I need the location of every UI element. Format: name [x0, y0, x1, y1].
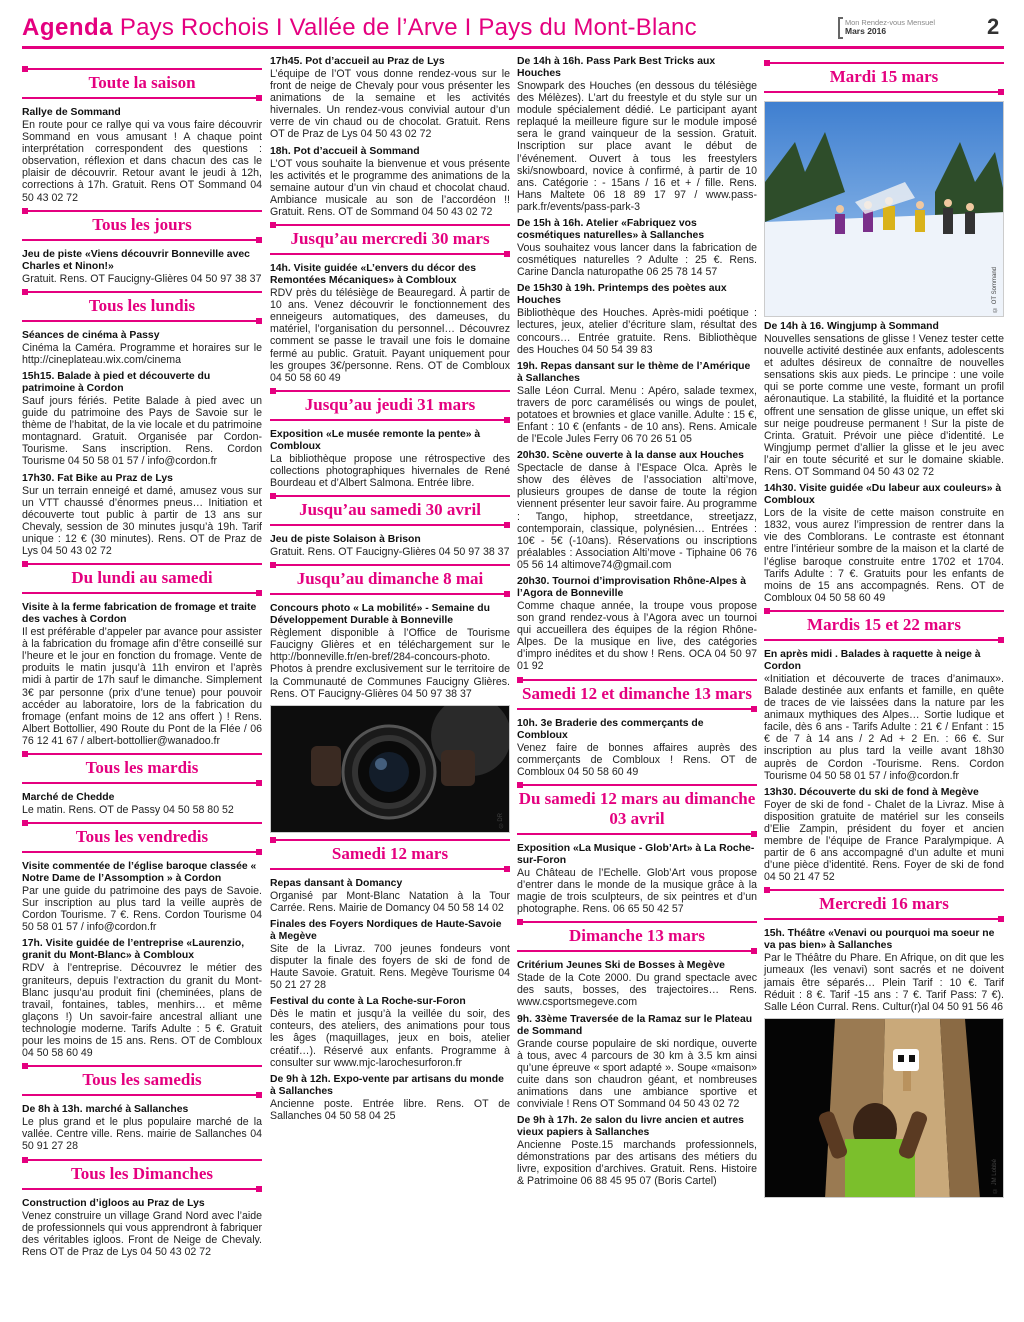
event-text: Règlement disponible à l’Office de Tourisme Faucigny Glières et en téléchargement sur le http://bonneville.fr/en-bref/284-concours-photo. Photos à prendre exclusivement sur le territoire de la Communauté de Communes Faucigny Glières. Rens. OT Faucigny-Glières 04 50 97 38 37 — [270, 627, 510, 700]
event-text: La bibliothèque propose une rétrospective des collections photographiques hivernales de René Bourdeau et d’Albert Salmona. Entrée libre. — [270, 452, 510, 489]
photo-credit: ©DR — [497, 813, 504, 828]
event-text: Organisé par Mont-Blanc Natation à la Tour Carrée. Rens. Mairie de Domancy 04 50 58 14 02 — [270, 889, 510, 914]
section-heading: Dimanche 13 mars — [517, 921, 757, 952]
event-item — [517, 283, 757, 355]
event-item — [22, 330, 262, 366]
section-heading: Tous les vendredis — [22, 822, 262, 853]
event-text: RDV près du télésiège de Beauregard. À partir de 10 ans. Venez découvrir le fonctionnement des enneigeurs automatiques, des dameuses, du matériel, l’organisation du personnel… Découvrez comment se passe le travail une fois le domaine fermé au public. Gratuit. Payant uniquement pour les groupes 3€/personne. Rens. OT de Combloux 04 50 58 60 49 — [270, 287, 510, 384]
event-text: RDV à l’entreprise. Découvrez le métier des graniteurs, depuis l’extraction du granit du Mont-Blanc jusqu’au produit fini (cheminées, plans de travail, fontaines, tables, menhirs… et même glaçons !) Un savoir-faire ancestral alliant une technologie moderne. Tarifs Adulte : 5 €. Gratuit pour les moins de 15 ans. Rens. OT de Combloux 04 50 58 60 49 — [22, 962, 262, 1060]
event-item — [270, 603, 510, 700]
event-title: 14h30. Visite guidée «Du labeur aux couleurs» à Combloux — [764, 483, 1002, 507]
event-title: 17h45. Pot d’accueil au Praz de Lys — [270, 56, 445, 67]
event-title: 10h. 3e Braderie des commerçants de Combloux — [517, 717, 704, 741]
section-heading: Du lundi au samedi — [22, 563, 262, 594]
event-title: Exposition «Le musée remonte la pente» à Combloux — [270, 428, 481, 452]
event-text: «Initiation et découverte de traces d’animaux». Balade destinée aux enfants et famille, en quête de traces de vie laissées dans la nature par les animaux mythiques des Alpes… Sortie ludique et facile, dès 6 ans - Tarifs Adulte : 21 € / Enfant : 15 € de 7 à 14 ans / 2 Ad + 2 En. : 66 €. Sur inscription au plus tard la veille avant 18h30 auprès de Cordon -Tourisme. Rens. Cordon Tourisme 04 50 58 01 57 / info@cordon.fr — [764, 672, 1004, 782]
camera-illustration — [271, 706, 510, 833]
event-item — [517, 450, 757, 571]
event-text: Comme chaque année, la troupe vous propose son grand rendez-vous à l’Agora avec un tournoi qui accueillera des équipes de la région Rhône-Alpes. De la musique en live, des catégories d’impro inédites et du show ! Rens. OCA 04 50 97 01 92 — [517, 600, 757, 673]
event-text: Venez faire de bonnes affaires auprès des commerçants de Combloux ! Rens. OT de Combloux 04 50 58 60 49 — [517, 741, 757, 778]
section-heading: Jusqu’au dimanche 8 mai — [270, 564, 510, 595]
event-title: Festival du conte à La Roche-sur-Foron — [270, 996, 466, 1008]
magazine-name: Mon Rendez-vous Mensuel — [845, 18, 935, 27]
section-heading: Tous les lundis — [22, 291, 262, 322]
event-text: Vous souhaitez vous lancer dans la fabrication de cosmétiques naturelles ? Adulte : 25 €. Rens. Carine Dancla naturopathe 06 25 78 14 57 — [517, 242, 757, 279]
theatre-illustration — [765, 1019, 1004, 1198]
event-item — [517, 843, 757, 915]
event-text: Cinéma la Caméra. Programme et horaires sur le http://cineplateau.wix.com/cinema — [22, 341, 262, 366]
section-heading: Jusqu’au mercredi 30 mars — [270, 224, 510, 255]
event-text: Foyer de ski de fond - Chalet de la Livraz. Mise à disposition gratuite de matériel sur les conseils d’Elie Zampin, président du foyer et ancien membre de l’équipe de France Paralympique. A partir de 6 ans accompagné d’un adulte et muni d’une pièce d’identité. Rens. Foyer de ski de fond 04 50 21 47 52 — [764, 798, 1004, 884]
event-title: 20h30. Tournoi d’improvisation Rhône-Alpes à l’Agora de Bonneville — [517, 576, 747, 599]
section-heading: Tous les Dimanches — [22, 1159, 262, 1190]
event-item — [270, 56, 510, 141]
event-item — [517, 218, 757, 278]
event-item — [517, 56, 757, 213]
event-text: L’équipe de l’OT vous donne rendez-vous sur le front de neige de Chevaly pour vous présenter les animations de la semaine et les activités hivernales. Un rendez-vous convivial autour d’un verre de vin chaud ou de chocolat. Gratuit. Rens OT de Praz de Lys 04 50 43 02 72 — [270, 68, 510, 141]
camera-photo — [270, 705, 510, 833]
event-text: Grande course populaire de ski nordique, ouverte à tous, avec 4 parcours de 30 km à 3.5 km ainsi qu’une épreuve « sport adapté ». Soupe «maison» cuite dans son chaudron géant, et nombreuses animations dans une ambiance sportive et conviviale ! Rens OT Sommand 04 50 43 02 72 — [517, 1037, 757, 1110]
event-title: Séances de cinéma à Passy — [22, 329, 160, 341]
event-item — [517, 1115, 757, 1187]
event-item — [517, 960, 757, 1008]
event-item — [764, 649, 1004, 782]
event-title: 15h15. Balade à pied et découverte du patrimoine à Cordon — [22, 370, 211, 394]
ski-photo — [764, 101, 1004, 317]
event-title: Concours photo « La mobilité» - Semaine du Développement Durable à Bonneville — [270, 603, 490, 627]
section-heading: Tous les mardis — [22, 753, 262, 784]
event-item — [22, 107, 262, 204]
event-text: Salle Léon Curral. Menu : Apéro, salade texmex, travers de porc caramélisés ou wings de poulet, potatoes et brownies et glace vanille. Adulte : 15 €, Enfant : 10 € (enfants - de 10 ans). Rens. Amicale de l’Ecole Jules Ferry 06 70 26 51 05 — [517, 384, 757, 446]
event-title: De 9h à 12h. Expo-vente par artisans du monde à Sallanches — [270, 1073, 504, 1097]
section-heading: Jusqu’au jeudi 31 mars — [270, 390, 510, 421]
event-text: Le plus grand et le plus populaire marché de la vallée. Centre ville. Rens. mairie de Sallanches 04 50 91 27 28 — [22, 1116, 262, 1153]
event-text: Spectacle de danse à l’Espace Olca. Après le show des élèves de l’association alti’move, plusieurs groupes de danse de toute la région viennent présenter leur savoir faire. Au programme : Tango, hiphop, streetdance, streetjazz, contemporain, classique, polynésien… Entrées : 10€ - 5€ (-10ans). Réservations ou inscriptions préalables : Association Alti’move - Tiphaine 06 76 05 56 14 altimove74@gmail.com — [517, 462, 757, 571]
section-heading: Mardis 15 et 22 mars — [764, 610, 1004, 641]
event-title: Visite à la ferme fabrication de fromage et traite des vaches à Cordon — [22, 602, 257, 626]
event-text: Snowpark des Houches (en dessous du télésiège des Mélèzes). L’art du freestyle et du style sur un module spécialement dédié. Le participant ayant replaqué la meilleure figure sur le module imposé sera le grand vainqueur de la session. Gratuit. Inscription sur place avant le début de l’événement. Ouvert à tous les freestylers ski/snowboard, novice à confirmé, à partir de 10 ans. Catégorie : - 15ans / 16 et + / fille. Rens. Hans Maltete 06 18 89 17 97 / www.pass-park.fr/events/pass-park-3 — [517, 80, 757, 213]
event-text: Gratuit. Rens. OT Faucigny-Glières 04 50 97 38 37 — [270, 546, 510, 559]
section-heading: Du samedi 12 mars au dimanche 03 avril — [517, 784, 757, 835]
column-3 — [517, 56, 757, 1192]
photo-credit: © JM Lobbé — [991, 1158, 998, 1193]
event-title: En après midi . Balades à raquette à neige à Cordon — [764, 648, 981, 672]
event-item — [22, 602, 262, 747]
event-title: 14h. Visite guidée «L’envers du décor des Remontées Mécaniques» à Combloux — [270, 263, 476, 287]
event-title: 18h. Pot d’accueil à Sommand — [270, 145, 420, 157]
event-item — [517, 576, 757, 673]
event-title: 13h30. Découverte du ski de fond à Megève — [764, 786, 979, 798]
event-title: De 14h à 16h. Pass Park Best Tricks aux Houches — [517, 56, 716, 79]
event-title: 20h30. Scène ouverte à la danse aux Houches — [517, 450, 744, 462]
event-item — [517, 718, 757, 778]
column-4 — [764, 56, 1004, 1202]
ski-illustration — [765, 102, 1004, 317]
section-heading: Mardi 15 mars — [764, 62, 1004, 93]
event-title: Visite commentée de l’église baroque classée « Notre Dame de l’Assomption » à Cordon — [22, 861, 257, 885]
event-title: Jeu de piste «Viens découvrir Bonneville avec Charles et Ninon!» — [22, 248, 250, 272]
event-title: 9h. 33ème Traversée de la Ramaz sur le Plateau de Sommand — [517, 1013, 753, 1037]
event-item — [22, 792, 262, 816]
event-text: Au Château de l’Echelle. Glob’Art vous propose d’entrer dans le monde de la musique grâce à la magie de trois sculpteurs, de six peintres et d’un photographe. Rens. 06 65 50 42 57 — [517, 866, 757, 916]
event-item — [270, 1074, 510, 1122]
event-item — [270, 429, 510, 489]
event-item — [270, 878, 510, 914]
event-item — [270, 263, 510, 384]
event-item — [270, 996, 510, 1068]
event-text: Stade de la Cote 2000. Du grand spectacle avec des sauts, bosses, des trajectoires… Rens. www.csportsmegeve.com — [517, 972, 757, 1009]
event-title: De 15h30 à 19h. Printemps des poètes aux Houches — [517, 283, 727, 307]
event-title: Critérium Jeunes Ski de Bosses à Megève — [517, 960, 725, 972]
event-item — [22, 249, 262, 285]
event-item — [270, 919, 510, 991]
photo-credit: © OT Sommand — [991, 267, 998, 312]
event-text: En route pour ce rallye qui va vous faire découvrir Sommand en vous amusant ! A chaque point interprétation correspondent des questions : observation, réflexion et dans chacun des cas le plaisir de découvrir. Retour avant le jeudi à 12h, corrections à 17h. Gratuit. Rens OT Sommand 04 50 43 02 72 — [22, 119, 262, 204]
event-item — [22, 473, 262, 558]
event-text: Gratuit. Rens. OT Faucigny-Glières 04 50 97 38 37 — [22, 272, 262, 285]
event-item — [22, 938, 262, 1059]
event-text: Ancienne Poste.15 marchands professionnels, démonstrations par des artisans des métiers du livre, exposition d’archives. Gratuit. Rens. Histoire & Patrimoine 06 88 45 95 07 (Boris Cartel) — [517, 1139, 757, 1188]
event-text: Par le Théâtre du Phare. En Afrique, on dit que les jumeaux (les venavi) sont sacrés et ne doivent jamais être séparés… Plein Tarif : 10 €. Tarif Réduit : 8 €. Tarif -15 ans : 7 €. Tarif Pass: 7 €). Salle Léon Curral. Rens. Cultur(r)al 04 50 91 56 46 — [764, 952, 1004, 1013]
event-text: Ancienne poste. Entrée libre. Rens. OT de Sallanches 04 50 58 04 25 — [270, 1097, 510, 1122]
issue-label — [845, 18, 965, 36]
event-item — [22, 1198, 262, 1258]
event-title: Rallye de Sommand — [22, 107, 121, 118]
section-heading: Tous les jours — [22, 210, 262, 241]
event-text: Sur un terrain enneigé et damé, amusez vous sur un VTT chaussé d’énormes pneus… Initiation et découverte tout public à partir de 13 ans sur Chevaly, session de 30 minutes jusqu’à 19h. Tarif unique : 12 € (30 minutes). Rens. OT de Praz de Lys 04 50 43 02 72 — [22, 484, 262, 557]
event-title: 15h. Théâtre «Venavi ou pourquoi ma soeur ne va pas bien» à Sallanches — [764, 928, 995, 952]
event-title: Construction d’igloos au Praz de Lys — [22, 1197, 205, 1209]
event-text: Venez construire un village Grand Nord avec l’aide de professionnels qui vous apprendront à fabriquer des véritables igloos. Front de Neige de Chevaly. Rens OT de Praz de Lys 04 50 43 02 72 — [22, 1209, 262, 1258]
event-title: 17h. Visite guidée de l’entreprise «Laurenzio, granit du Mont-Blanc» à Combloux — [22, 938, 245, 962]
event-item — [764, 787, 1004, 884]
event-item — [764, 928, 1004, 1012]
event-title: De 8h à 13h. marché à Sallanches — [22, 1104, 189, 1116]
event-item — [517, 361, 757, 445]
event-text: Nouvelles sensations de glisse ! Venez tester cette nouvelle activité destinée aux enfants, adolescents et adultes désireux de connaître de nouvelles sensations skis aux pieds. Le principe : une voile qui se porte comme une veste, formant un profil aéronautique. La stabilité, la fluidité et la portance offrent une sensation de glisse unique, un effet ski sur neige poudreuse permanent ! Sur la piste de Crinta. Gratuit. Prévoir une pièce d’identité. Le Wingjump permet d’allier la glisse et le jeu avec l’air en toute sécurité et sur le domaine skiable. Rens. OT Sommand 04 50 43 02 72 — [764, 333, 1004, 479]
event-item — [22, 861, 262, 933]
event-title: Finales des Foyers Nordiques de Haute-Savoie à Megève — [270, 918, 502, 942]
page-number: 2 — [987, 14, 1000, 39]
event-text: Il est préférable d’appeler par avance pour assister à la fabrication du fromage afin d’être conseillé sur l’heure et le jour en fonction du fromage. Vente de produits le matin jusqu’à 11h environ et l’après midi à partir de 17h sauf le dimanche. Simplement 3€ par personne (prix d’une tenue) pour pouvoir accéder au laboratoire, lors de la fabrication du fromage (enfant moins de 12 ans offert ) ! Rens. Albert Bottollier, 490 Route du Pont de la Flée / 06 76 12 41 67 / albert-bottollier@wanadoo.fr — [22, 626, 262, 747]
event-title: Exposition «La Musique - Glob’Art» à La Roche-sur-Foron — [517, 842, 755, 866]
event-text: L’OT vous souhaite la bienvenue et vous présente les activités et le programme des animations de la semaine autour d’un vin chaud et chocolat chaud. Ambiance musicale au son de l’accordéon !! Gratuit. Rens. OT de Sommand 04 50 43 02 72 — [270, 157, 510, 218]
event-text: Dès le matin et jusqu’à la veillée du soir, des conteurs, des ateliers, des animations pour tous les âges (maquillages, jeux en bois, atelier créatif…). Réservé aux enfants. Programme à consulter sur www.mjc-larochesurforon.fr — [270, 1008, 510, 1069]
event-text: Lors de la visite de cette maison construite en 1832, vous aurez l’impression de rentrer dans la vie des Comblorans. Le contraste est étonnant entre l’intérieur sombre de la maison et la clarté de l’église baroque construite entre 1702 et 1704. Tarifs Adulte : 7 €. Gratuits pour les enfants de moins de 15 ans accompagnés. Rens. OT de Combloux 04 50 58 60 49 — [764, 507, 1004, 604]
page-title: Agenda Pays Rochois I Vallée de l’Arve I Pays du Mont-Blanc — [22, 14, 697, 41]
event-item — [764, 483, 1004, 604]
issue-date: Mars 2016 — [845, 26, 887, 36]
event-title: Jeu de piste Solaison à Brison — [270, 534, 421, 546]
event-text: Sauf jours fériés. Petite Balade à pied avec un guide du patrimoine des Pays de Savoie sur le thème de l’habitat, de la vie locale et du patrimoine montagnard. Gratuit. Organisée par Cordon-Tourisme. Sans inscription. Rens. Cordon Tourisme 04 50 58 01 57 / info@cordon.fr — [22, 394, 262, 468]
column-1 — [22, 68, 262, 1263]
event-title: De 14h à 16. Wingjump à Sommand — [764, 321, 939, 332]
event-title: 19h. Repas dansant sur le thème de l’Amérique à Sallanches — [517, 360, 751, 384]
event-item — [22, 371, 262, 468]
masthead — [0, 0, 1024, 52]
event-text: Par une guide du patrimoine des pays de Savoie. Sur inscription au plus tard la veille auprès de Cordon Tourisme. 7 €. Rens. Cordon Tourisme 04 50 58 01 57 / info@cordon.fr — [22, 885, 262, 934]
theatre-photo — [764, 1018, 1004, 1198]
section-heading: Samedi 12 et dimanche 13 mars — [517, 679, 757, 710]
event-title: De 15h à 16h. Atelier «Fabriquez vos cosmétiques naturelles» à Sallanches — [517, 218, 705, 242]
event-text: Bibliothèque des Houches. Après-midi poétique : lectures, jeux, atelier d’écriture slam, résultat des concours… Entrée gratuite. Rens. Bibliothèque des Houches 04 50 54 39 83 — [517, 307, 757, 356]
event-title: De 9h à 17h. 2e salon du livre ancien et autres vieux papiers à Sallanches — [517, 1115, 744, 1139]
event-item — [270, 146, 510, 218]
section-heading: Toute la saison — [22, 68, 262, 99]
event-item — [22, 1104, 262, 1152]
column-2 — [270, 56, 510, 1127]
section-heading: Jusqu’au samedi 30 avril — [270, 495, 510, 526]
event-item — [764, 321, 1004, 478]
event-title: Repas dansant à Domancy — [270, 877, 403, 889]
event-item — [517, 1014, 757, 1111]
event-text: Site de la Livraz. 700 jeunes fondeurs vont disputer la finale des foyers de ski de fond de Haute Savoie. Gratuit. Rens. Megève Tourisme 04 50 21 27 28 — [270, 942, 510, 992]
event-title: Marché de Chedde — [22, 792, 115, 803]
section-heading: Samedi 12 mars — [270, 839, 510, 870]
header-rule — [22, 46, 1004, 49]
event-item — [270, 534, 510, 558]
section-heading: Mercredi 16 mars — [764, 889, 1004, 920]
event-text: Le matin. Rens. OT de Passy 04 50 58 80 52 — [22, 804, 234, 816]
event-title: 17h30. Fat Bike au Praz de Lys — [22, 472, 173, 484]
section-heading: Tous les samedis — [22, 1065, 262, 1096]
